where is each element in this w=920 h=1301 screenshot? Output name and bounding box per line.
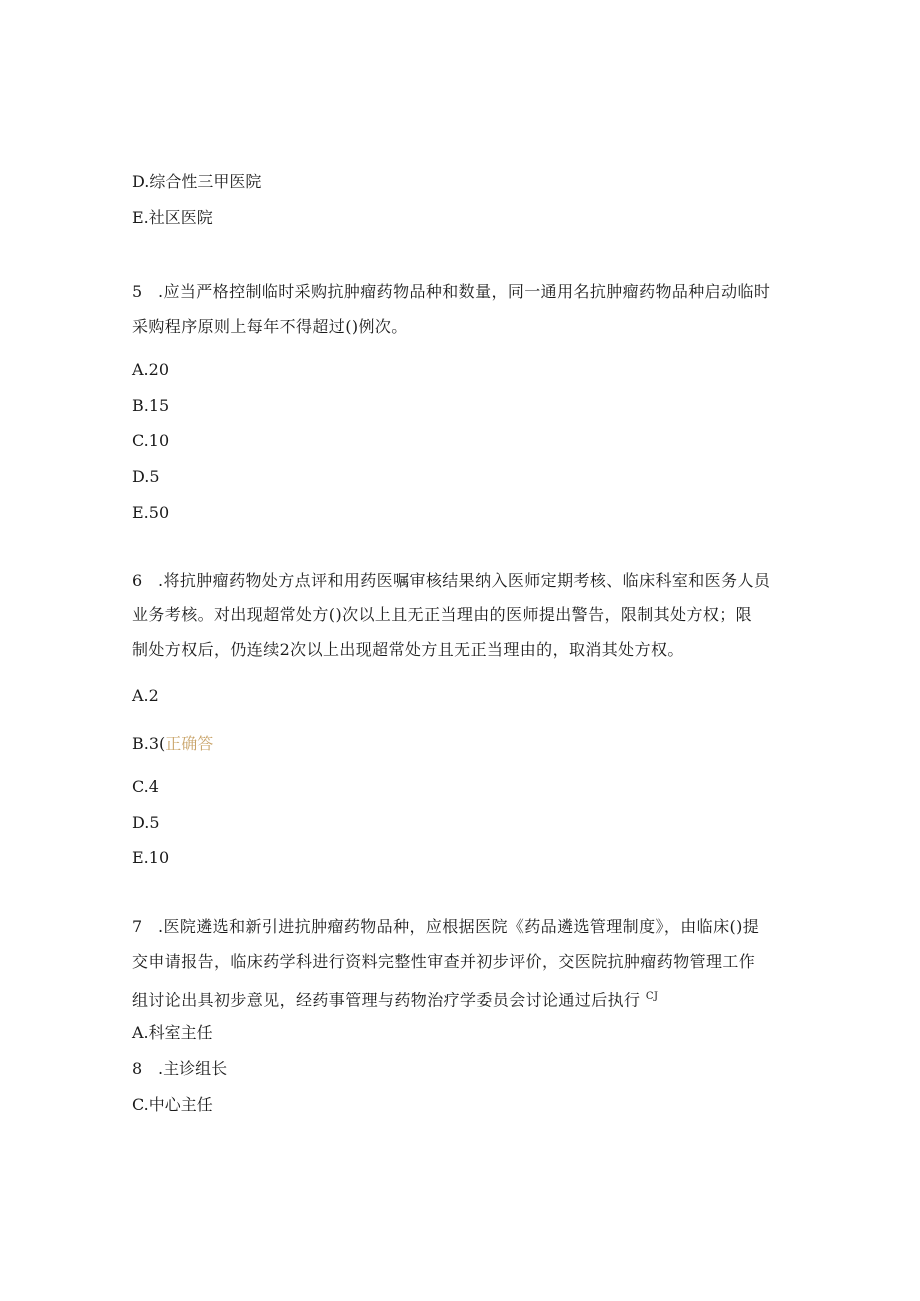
q7-number: 7 — [132, 917, 143, 936]
q6-option-d: D.5 — [132, 813, 160, 832]
q7-option-b-number: 8 — [132, 1059, 143, 1078]
q6-stem-line-3: 制处方权后，仍连续2次以上出现超常处方且无正当理由的，取消其处方权。 — [132, 640, 684, 659]
q7-stem-line-3 — [132, 987, 790, 1010]
q7-stem-text-1: .医院遴选和新引进抗肿瘤药物品种，应根据医院《药品遴选管理制度》，由临床()提 — [158, 917, 760, 936]
q4-option-d: D.综合性三甲医院 — [132, 172, 262, 191]
q5-option-e: E.50 — [132, 503, 170, 522]
q6-option-e: E.10 — [132, 848, 170, 867]
q5-option-a: A.20 — [132, 360, 169, 379]
q7-stem-suffix: CJ — [645, 991, 659, 1002]
q5-option-d: D.5 — [132, 467, 160, 486]
q7-option-c: C.中心主任 — [132, 1095, 213, 1114]
q6-number: 6 — [132, 571, 143, 590]
q6-option-b — [132, 734, 213, 754]
q5-number: 5 — [132, 282, 143, 301]
q5-stem-line-1 — [132, 282, 790, 302]
q6-stem-line-2: 业务考核。对出现超常处方()次以上且无正当理由的医师提出警告，限制其处方权；限 — [132, 605, 753, 624]
q6-stem-line-1 — [132, 571, 790, 591]
q6-stem-text-1: .将抗肿瘤药物处方点评和用药医嘱审核结果纳入医师定期考核、临床科室和医务人员 — [158, 571, 771, 590]
q5-stem-line-2: 采购程序原则上每年不得超过()例次。 — [132, 317, 408, 336]
q6-option-c: C.4 — [132, 777, 159, 796]
answer-note: 正确答 — [165, 734, 214, 753]
q5-stem-text-1: .应当严格控制临时采购抗肿瘤药物品种和数量，同一通用名抗肿瘤药物品种启动临时 — [158, 282, 771, 301]
q4-option-e: E.社区医院 — [132, 208, 213, 227]
q7-option-b-label: .主诊组长 — [158, 1059, 228, 1078]
q5-option-b: B.15 — [132, 396, 170, 415]
q7-stem-line-1 — [132, 917, 790, 937]
q7-stem-line-2: 交申请报告，临床药学科进行资料完整性审查并初步评价，交医院抗肿瘤药物管理工作 — [132, 952, 756, 971]
q6-option-b-label: B.3( — [132, 734, 166, 753]
q7-option-b — [132, 1059, 227, 1079]
q7-stem-text-3: 组讨论出具初步意见，经药事管理与药物治疗学委员会讨论通过后执行 — [132, 990, 641, 1010]
q6-option-a: A.2 — [132, 686, 159, 705]
q7-option-a: A.科室主任 — [132, 1023, 213, 1042]
q5-option-c: C.10 — [132, 431, 170, 450]
